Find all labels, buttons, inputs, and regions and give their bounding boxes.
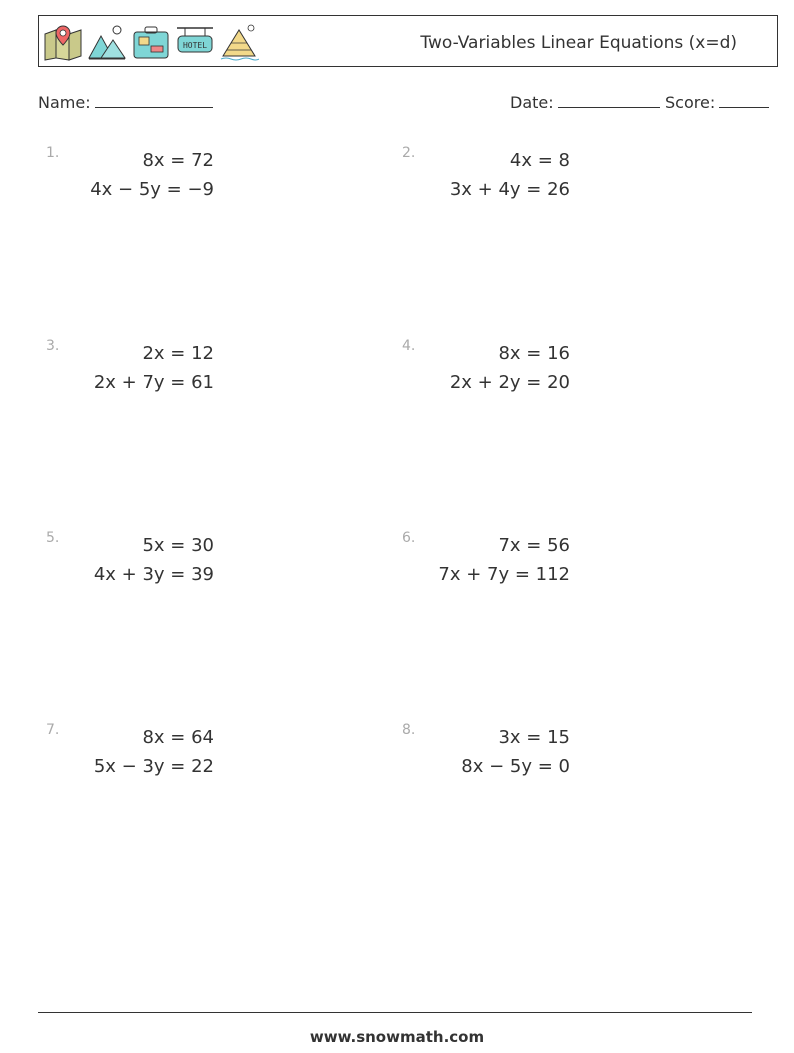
score-label: Score: xyxy=(665,93,716,112)
footer-divider xyxy=(38,1012,752,1013)
equation-1: 8x = 64 xyxy=(142,727,214,748)
mountains-icon xyxy=(87,22,127,62)
worksheet-title: Two-Variables Linear Equations (x=d) xyxy=(420,33,737,53)
equation-2: 4x − 5y = −9 xyxy=(90,179,214,200)
equation-1: 3x = 15 xyxy=(498,727,570,748)
problem-number: 4. xyxy=(402,338,416,354)
score-field[interactable] xyxy=(665,92,769,112)
score-blank[interactable] xyxy=(719,92,769,108)
equation-1: 8x = 16 xyxy=(498,343,570,364)
problem-4 xyxy=(402,338,702,418)
svg-text:HOTEL: HOTEL xyxy=(182,41,208,50)
name-blank[interactable] xyxy=(95,92,213,108)
equation-1: 4x = 8 xyxy=(509,150,570,171)
footer-url[interactable]: www.snowmath.com xyxy=(309,1028,485,1046)
suitcase-icon xyxy=(131,22,171,62)
problem-1 xyxy=(46,145,346,225)
equation-1: 8x = 72 xyxy=(142,150,214,171)
problem-7 xyxy=(46,722,346,802)
problem-number: 6. xyxy=(402,530,416,546)
equation-2: 4x + 3y = 39 xyxy=(93,564,214,585)
name-label: Name: xyxy=(38,93,91,112)
equation-2: 2x + 2y = 20 xyxy=(449,372,570,393)
date-field[interactable] xyxy=(510,92,660,112)
date-blank[interactable] xyxy=(558,92,660,108)
equation-2: 8x − 5y = 0 xyxy=(461,756,570,777)
problem-number: 2. xyxy=(402,145,416,161)
hotel-sign-icon xyxy=(175,22,215,62)
name-field[interactable] xyxy=(38,92,213,112)
equation-1: 7x = 56 xyxy=(498,535,570,556)
problem-number: 5. xyxy=(46,530,60,546)
problem-2 xyxy=(402,145,702,225)
problem-number: 3. xyxy=(46,338,60,354)
problem-number: 7. xyxy=(46,722,60,738)
equation-2: 5x − 3y = 22 xyxy=(93,756,214,777)
problem-5 xyxy=(46,530,346,610)
equation-2: 7x + 7y = 112 xyxy=(438,564,570,585)
equation-2: 2x + 7y = 61 xyxy=(93,372,214,393)
pyramid-icon xyxy=(219,22,259,62)
header-icons xyxy=(43,22,259,62)
problem-number: 8. xyxy=(402,722,416,738)
worksheet-header xyxy=(38,15,778,67)
problem-6 xyxy=(402,530,702,610)
equation-2: 3x + 4y = 26 xyxy=(449,179,570,200)
problem-3 xyxy=(46,338,346,418)
problem-number: 1. xyxy=(46,145,60,161)
map-pin-icon xyxy=(43,22,83,62)
equation-1: 5x = 30 xyxy=(142,535,214,556)
problem-8 xyxy=(402,722,702,802)
equation-1: 2x = 12 xyxy=(142,343,214,364)
date-label: Date: xyxy=(510,93,554,112)
